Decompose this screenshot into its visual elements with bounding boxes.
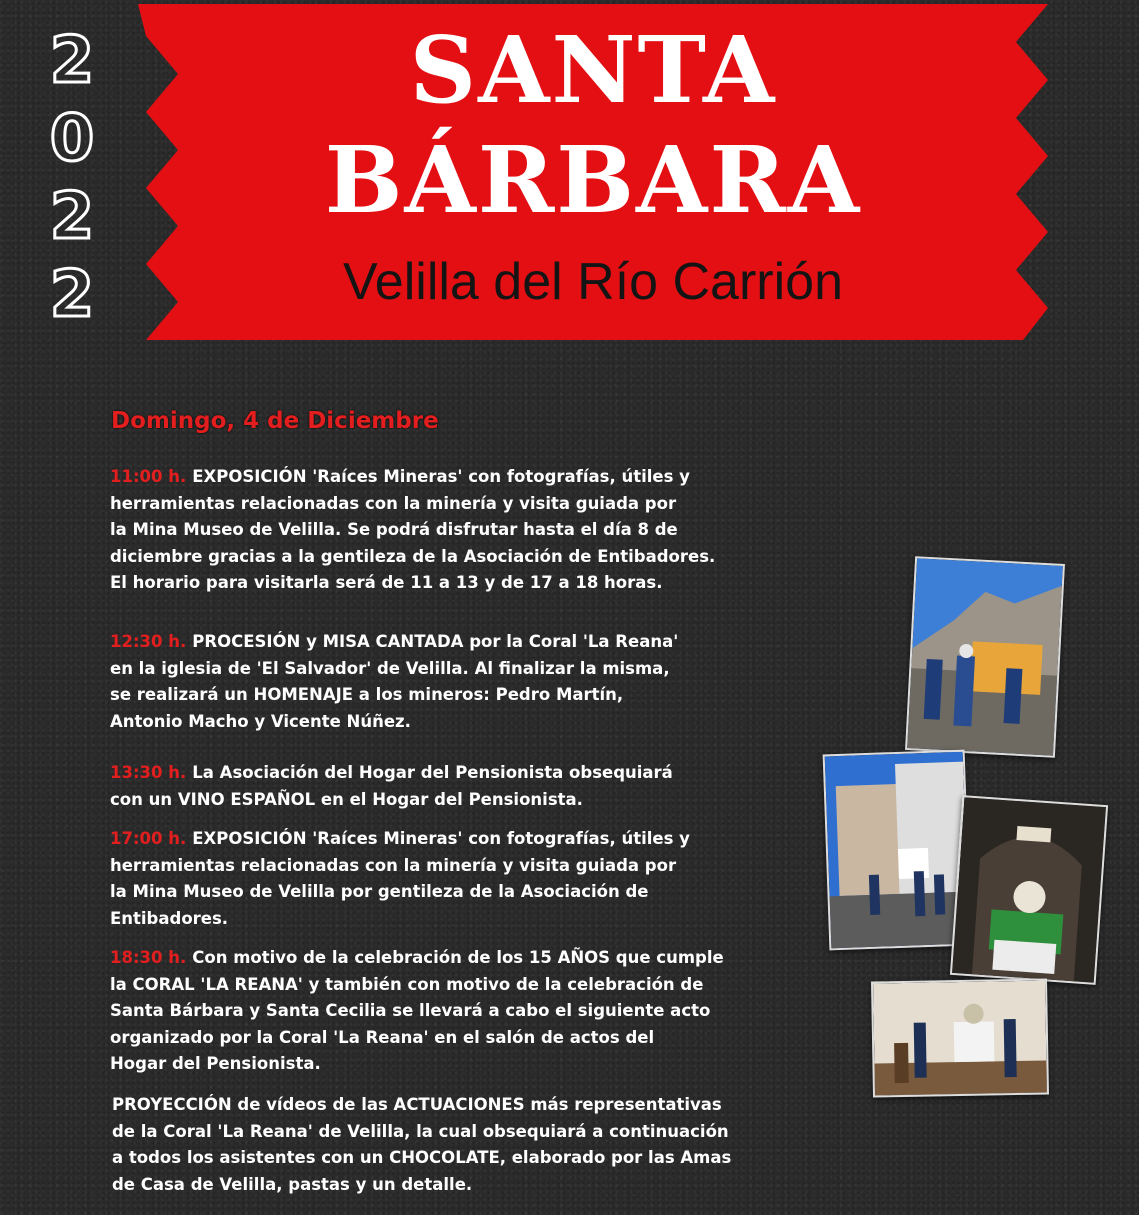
event-line: El horario para visitarla será de 11 a 13 y de 17 a 18 horas. [110, 573, 663, 592]
event-line: 18:30 h. Con motivo de la celebración de los 15 AÑOS que cumple [110, 948, 724, 967]
photo-street-procession [823, 750, 972, 951]
event-1100 [110, 464, 760, 597]
event-title-line2: BÁRBARA [324, 126, 862, 234]
event-time: 17:00 h. [110, 829, 187, 848]
event-line: herramientas relacionadas con la minería y visita guiada por [110, 493, 677, 513]
photo-procession-mountain [905, 556, 1065, 758]
paragraph-line: de Casa de Velilla, pastas y un detalle. [112, 1174, 473, 1194]
event-line: se realizará un HOMENAJE a los mineros: Pedro Martín, [110, 685, 624, 704]
year-vertical [44, 22, 100, 334]
event-line: la Mina Museo de Velilla. Se podrá disfrutar hasta el día 8 de [110, 520, 678, 539]
event-line: la Mina Museo de Velilla por gentileza de la Asociación de [110, 882, 649, 901]
event-time: 13:30 h. [110, 763, 187, 782]
event-time: 11:00 h. [110, 467, 187, 486]
paragraph-line: a todos los asistentes con un CHOCOLATE, elaborado por las Amas [112, 1148, 732, 1167]
year-digit: 2 [49, 24, 95, 98]
event-date: Domingo, 4 de Diciembre [111, 408, 439, 434]
event-line: Antonio Macho y Vicente Núñez. [110, 711, 411, 731]
event-line: 11:00 h. EXPOSICIÓN 'Raíces Mineras' con fotografías, útiles y [110, 467, 690, 486]
final-paragraph [112, 1092, 762, 1198]
event-1230 [110, 629, 760, 735]
year-digit: 2 [49, 180, 95, 254]
event-line: 12:30 h. PROCESIÓN y MISA CANTADA por la Coral 'La Reana' [110, 632, 679, 651]
event-time: 12:30 h. [110, 632, 187, 651]
event-title-line1: SANTA [409, 16, 777, 124]
event-line: herramientas relacionadas con la minería y visita guiada por [110, 855, 677, 875]
event-line: 17:00 h. EXPOSICIÓN 'Raíces Mineras' con fotografías, útiles y [110, 829, 690, 848]
paragraph-line: de la Coral 'La Reana' de Velilla, la cual obsequiará a continuación [112, 1121, 729, 1141]
event-1330 [110, 760, 760, 813]
photo-mine-altar [950, 795, 1108, 985]
event-time: 18:30 h. [110, 948, 187, 967]
photo-chapel-interior [871, 978, 1049, 1097]
paragraph-line: PROYECCIÓN de vídeos de las ACTUACIONES más representativas [112, 1095, 722, 1114]
year-digit: 0 [49, 102, 95, 176]
event-1830 [110, 945, 760, 1078]
event-line: 13:30 h. La Asociación del Hogar del Pensionista obsequiará [110, 763, 673, 782]
event-1700 [110, 826, 760, 932]
event-line: la CORAL 'LA REANA' y también con motivo de la celebración de [110, 974, 704, 994]
event-line: Santa Bárbara y Santa Cecilia se llevará a cabo el siguiente acto [110, 1001, 711, 1020]
event-line: con un VINO ESPAÑOL en el Hogar del Pensionista. [110, 789, 583, 809]
event-line: Hogar del Pensionista. [110, 1054, 321, 1073]
event-line: organizado por la Coral 'La Reana' en el salón de actos del [110, 1027, 655, 1047]
event-line: Entibadores. [110, 908, 229, 928]
event-line: en la iglesia de 'El Salvador' de Velilla. Al finalizar la misma, [110, 658, 670, 678]
event-line: diciembre gracias a la gentileza de la Asociación de Entibadores. [110, 546, 716, 566]
event-place: Velilla del Río Carrión [342, 253, 844, 311]
title-banner [138, 2, 1048, 342]
year-digit: 2 [49, 258, 95, 332]
